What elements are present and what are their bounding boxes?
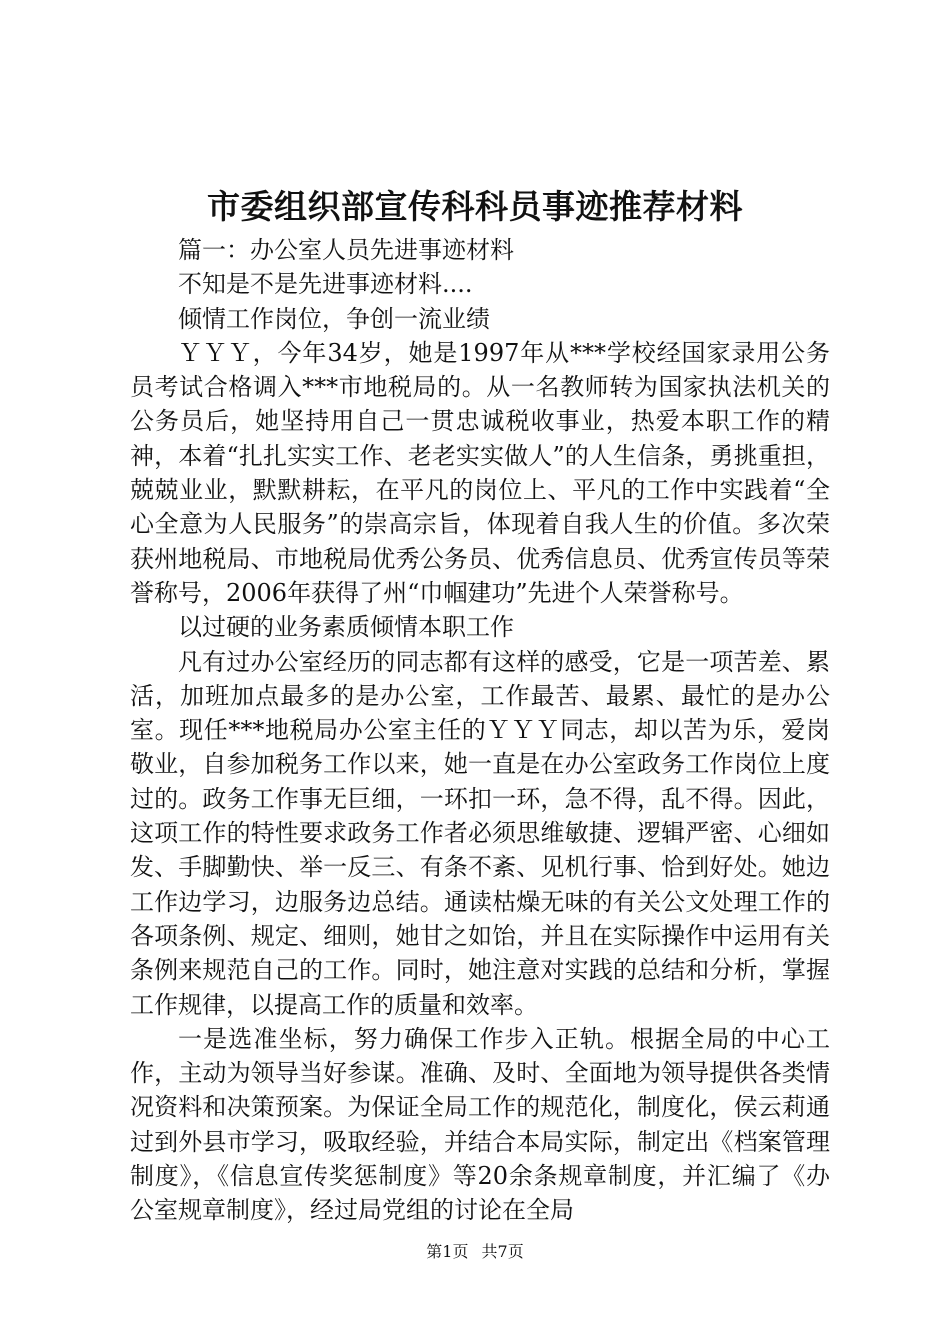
document-body (130, 233, 830, 1228)
page-footer (0, 1240, 950, 1264)
note-line: 不知是不是先进事迹材料.... (178, 270, 473, 299)
body-paragraph: ＹＹＹ，今年34岁，她是1997年从***学校经国家录用公务员考试合格调入***市地税局的。从一名教师转为国家执法机关的公务员后，她坚持用自己一贯忠诚税收事业，热爱本职工作的精神，本着“扎扎实实工作、老老实实做人”的人生信条，勇挑重担，兢兢业业，默默耕耘，在平凡的岗位上、平凡的工作中实践着“全心全意为人民服务”的崇高宗旨，体现着自我人生的价值。多次荣获州地税局、市地税局优秀公务员、优秀信息员、优秀宣传员等荣誉称号，2006年获得了州“巾帼建功”先进个人荣誉称号。 (130, 338, 830, 607)
total-pages: 共7页 (481, 1242, 524, 1261)
document-title: 市委组织部宣传科科员事迹推荐材料 (207, 187, 743, 226)
subtitle: 倾情工作岗位，争创一流业绩 (178, 304, 490, 333)
body-paragraph: 凡有过办公室经历的同志都有这样的感受，它是一项苦差、累活，加班加点最多的是办公室，工作最苦、最累、最忙的是办公室。现任***地税局办公室主任的ＹＹＹ同志，却以苦为乐，爱岗敬业，自参加税务工作以来，她一直是在办公室政务工作岗位上度过的。政务工作事无巨细，一环扣一环，急不得，乱不得。因此，这项工作的特性要求政务工作者必须思维敏捷、逻辑严密、心细如发、手脚勤快、举一反三、有条不紊、见机行事、恰到好处。她边工作边学习，边服务边总结。通读枯燥无味的有关公文处理工作的各项条例、规定、细则，她甘之如饴，并且在实际操作中运用有关条例来规范自己的工作。同时，她注意对实践的总结和分析，掌握工作规律，以提高工作的质量和效率。 (130, 647, 830, 1019)
page-number: 第1页 (426, 1242, 469, 1261)
section-heading: 篇一：办公室人员先进事迹材料 (178, 236, 514, 264)
subheading: 以过硬的业务素质倾情本职工作 (178, 613, 514, 642)
body-paragraph: 一是选准坐标，努力确保工作步入正轨。根据全局的中心工作，主动为领导当好参谋。准确、及时、全面地为领导提供各类情况资料和决策预案。为保证全局工作的规范化，制度化，侯云莉通过到外县市学习，吸取经验，并结合本局实际，制定出《档案管理制度》，《信息宣传奖惩制度》等20余条规章制度，并汇编了《办公室规章制度》，经过局党组的讨论在全局 (130, 1024, 830, 1225)
